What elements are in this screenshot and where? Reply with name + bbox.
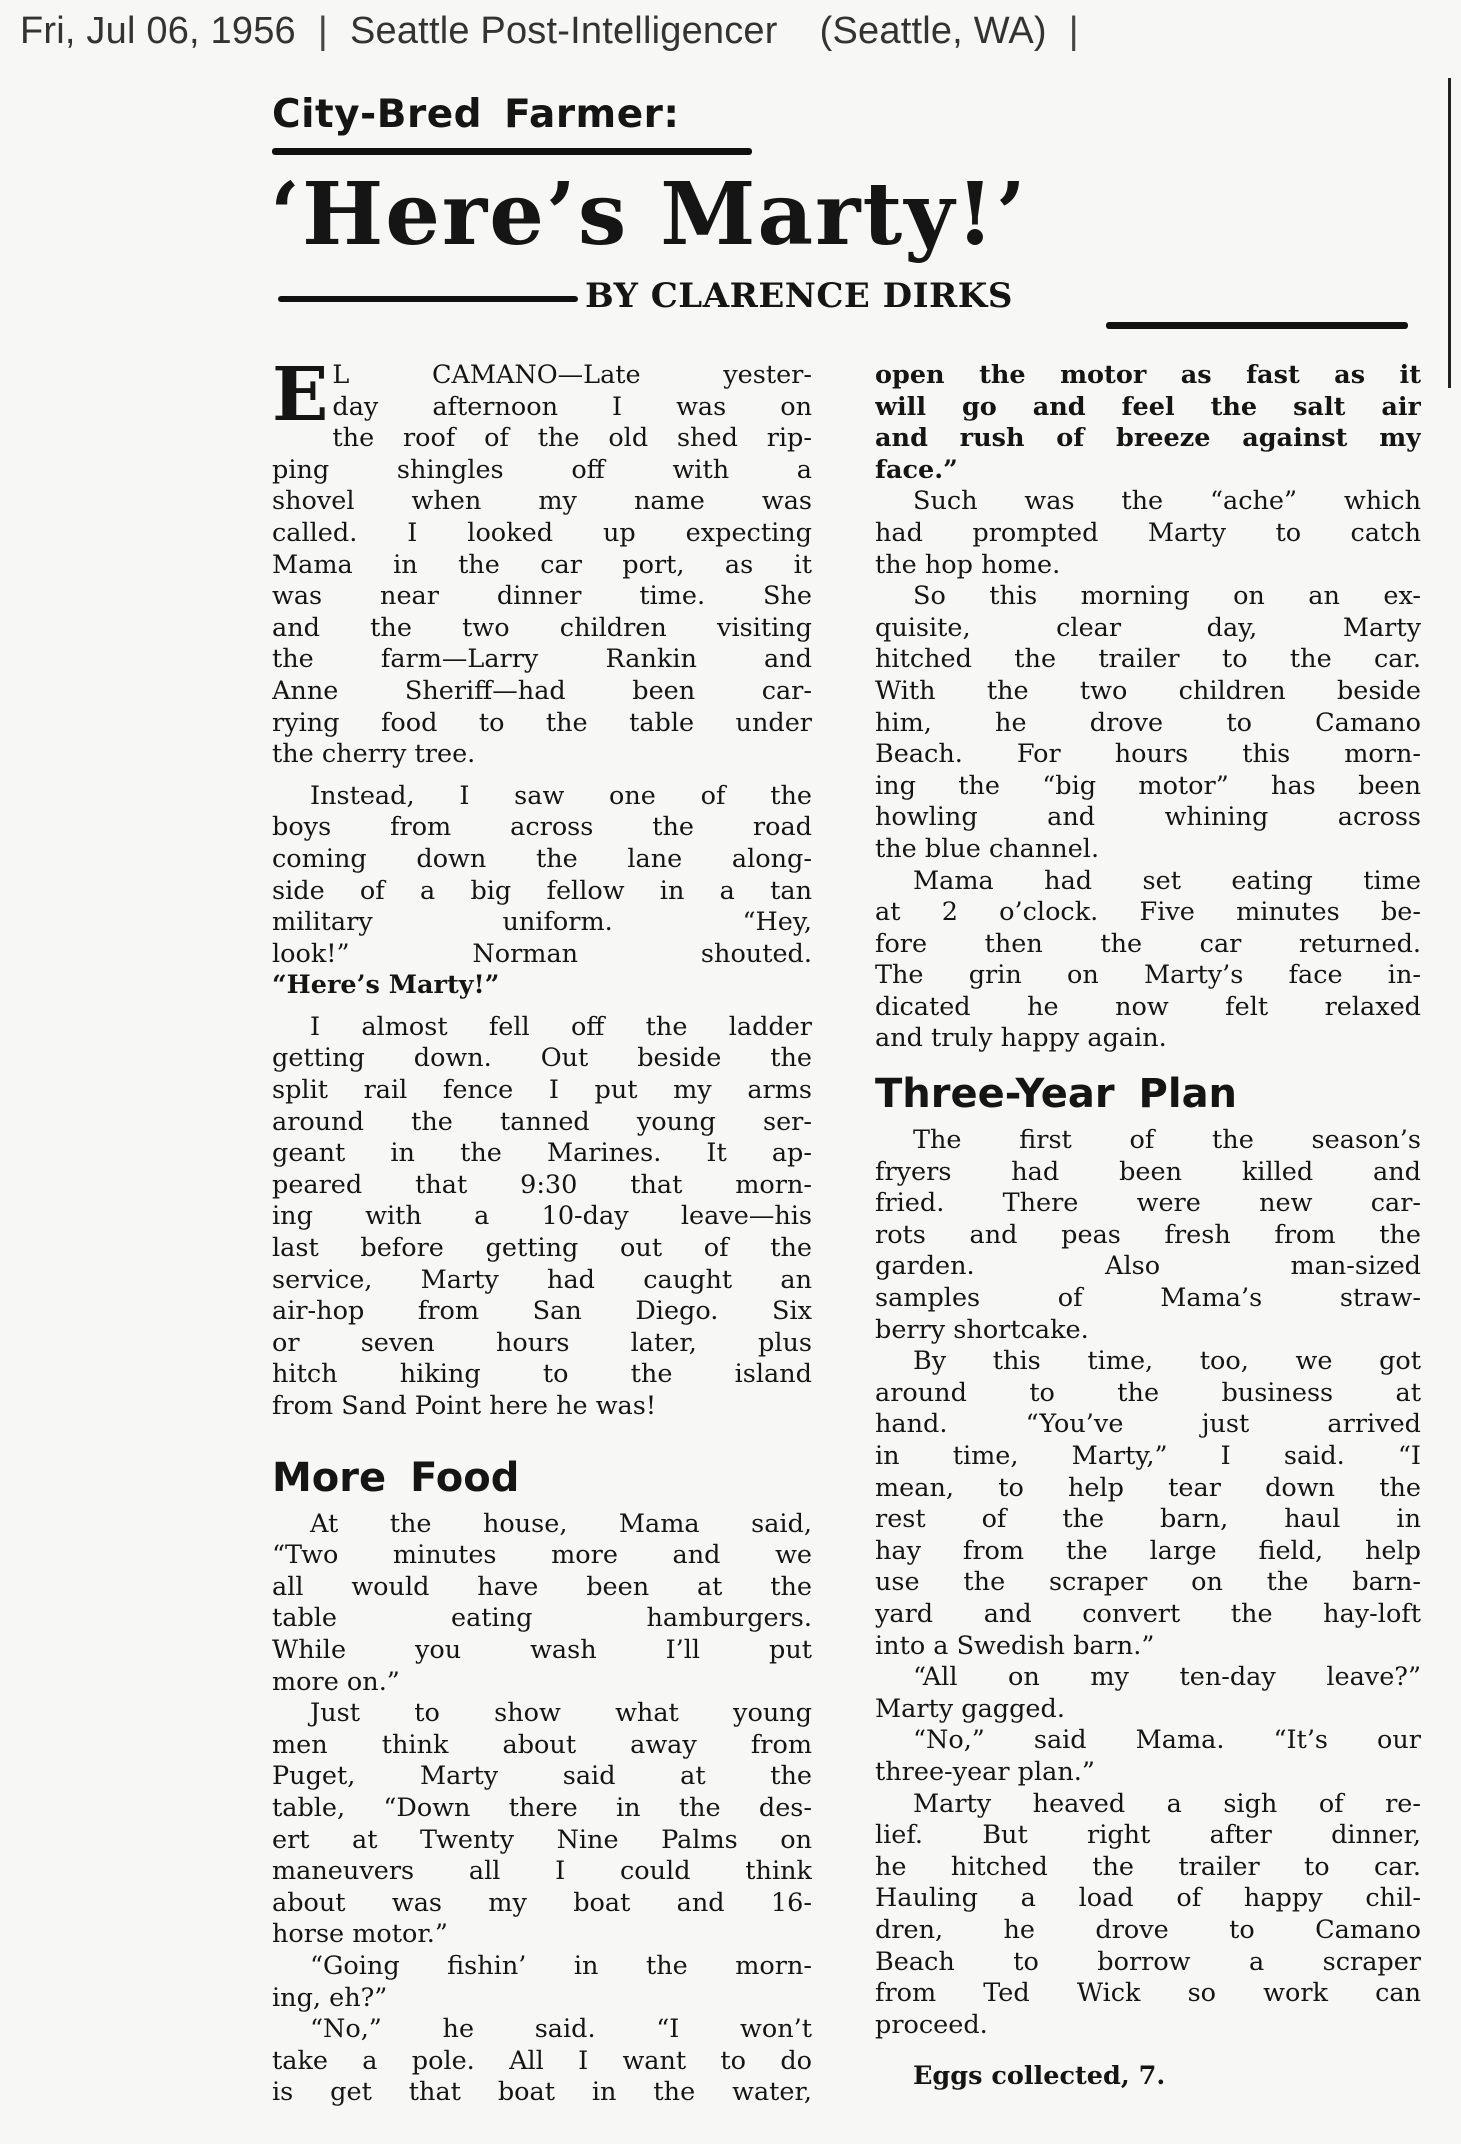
text-line: ing, eh?” [272, 1982, 388, 2013]
text-line: hitched the trailer to the car. [875, 644, 1421, 675]
text-line: men think about away from [272, 1729, 812, 1760]
text-line: is get that boat in the water, [272, 2077, 812, 2108]
text-line: all would have been at the [272, 1571, 812, 1602]
text-line: At the house, Mama said, [310, 1508, 812, 1539]
drop-cap: E [272, 352, 329, 438]
text-line: fore then the car returned. [875, 928, 1421, 959]
text-line: Marty gagged. [875, 1693, 1065, 1724]
text-line: three-year plan.” [875, 1756, 1095, 1787]
text-line: peared that 9:30 that morn- [272, 1169, 812, 1200]
text-line: the hop home. [875, 549, 1061, 580]
text-line: more on.” [272, 1666, 400, 1697]
text-line: or seven hours later, plus [272, 1327, 812, 1358]
left-column-text-2 [272, 1509, 812, 2109]
text-line: “Two minutes more and we [272, 1540, 812, 1571]
text-line: The first of the season’s [913, 1125, 1421, 1156]
subhead-three-year-plan: Three-Year Plan [875, 1071, 1238, 1118]
text-line: hand. “You’ve just arrived [875, 1409, 1421, 1440]
text-line: side of a big fellow in a tan [272, 875, 812, 906]
text-line: hitch hiking to the island [272, 1359, 812, 1390]
text-line: I almost fell off the ladder [310, 1011, 812, 1042]
text-line: Hauling a load of happy chil- [875, 1883, 1421, 1914]
byline-rule-left [278, 296, 578, 302]
text-line: So this morning on an ex- [913, 581, 1421, 612]
publication-name: Seattle Post-Intelligencer [349, 10, 778, 52]
text-line: horse motor.” [272, 1919, 448, 1950]
byline: BY CLARENCE DIRKS [585, 276, 1013, 316]
text-line: ping shingles off with a [272, 454, 812, 485]
text-line: berry shortcake. [875, 1314, 1089, 1345]
text-line: him, he drove to Camano [875, 707, 1421, 738]
text-line: With the two children beside [875, 675, 1421, 706]
article-column-right [875, 360, 1421, 2093]
separator: | [317, 10, 328, 52]
text-line: howling and whining across [875, 802, 1421, 833]
text-line: from Sand Point here he was! [272, 1391, 657, 1421]
column-rule [1448, 78, 1451, 388]
text-line: fried. There were new car- [875, 1188, 1421, 1219]
text-line: ert at Twenty Nine Palms on [272, 1824, 812, 1855]
text-line: he hitched the trailer to car. [875, 1851, 1421, 1882]
text-line: hay from the large field, help [875, 1535, 1421, 1566]
text-line: ing with a 10-day leave—his [272, 1201, 812, 1232]
text-line: military uniform. “Hey, [272, 907, 812, 938]
text-line: air-hop from San Diego. Six [272, 1296, 812, 1327]
text-line: lief. But right after dinner, [875, 1820, 1421, 1851]
subhead-more-food: More Food [272, 1454, 520, 1501]
text-line: around the tanned young ser- [272, 1106, 812, 1137]
text-line: The grin on Marty’s face in- [875, 960, 1421, 991]
right-column-text [875, 360, 1421, 1055]
text-line: quisite, clear day, Marty [875, 612, 1421, 643]
text-line: had prompted Marty to catch [875, 517, 1421, 548]
text-line: the farm—Larry Rankin and [272, 644, 812, 675]
text-line: Mama in the car port, as it [272, 549, 812, 580]
text-line: getting down. Out beside the [272, 1043, 812, 1074]
text-line: yard and convert the hay-loft [875, 1598, 1421, 1629]
separator-end: | [1068, 10, 1079, 52]
signoff: Eggs collected, 7. [913, 2061, 1166, 2092]
text-line: Puget, Marty said at the [272, 1761, 812, 1792]
text-line: around to the business at [875, 1377, 1421, 1408]
text-line: in time, Marty,” I said. “I [875, 1441, 1421, 1471]
text-line: Mama had set eating time [913, 865, 1421, 896]
text-line: called. I looked up expecting [272, 517, 812, 548]
text-line: shovel when my name was [272, 486, 812, 517]
text-line: Just to show what young [310, 1698, 812, 1729]
text-line: mean, to help tear down the [875, 1472, 1421, 1503]
right-column-text-2 [875, 1125, 1421, 2041]
text-line: fryers had been killed and [875, 1156, 1421, 1187]
text-line: While you wash I’ll put [272, 1634, 812, 1665]
text-line: dren, he drove to Camano [875, 1914, 1421, 1945]
text-line: “No,” said Mama. “It’s our [913, 1725, 1421, 1756]
text-line: “No,” he said. “I won’t [310, 2014, 812, 2045]
text-line: face.” [875, 454, 958, 485]
text-line: dicated he now felt relaxed [875, 991, 1421, 1022]
text-line: and rush of breeze against my [875, 423, 1421, 454]
text-line: and the two children visiting [272, 612, 812, 643]
text-line: table eating hamburgers. [272, 1603, 812, 1634]
text-line: the cherry tree. [272, 739, 476, 770]
text-line: ing the “big motor” has been [875, 770, 1421, 801]
text-line: day afternoon I was on [332, 391, 812, 422]
text-line: use the scraper on the barn- [875, 1567, 1421, 1598]
text-line: take a pole. All I want to do [272, 2045, 812, 2076]
article-column-left [272, 352, 812, 2109]
text-line: boys from across the road [272, 812, 812, 843]
text-line: samples of Mama’s straw- [875, 1283, 1421, 1314]
text-line: split rail fence I put my arms [272, 1075, 812, 1106]
text-line: proceed. [875, 2009, 988, 2040]
text-line: garden. Also man-sized [875, 1251, 1421, 1282]
text-line: Anne Sheriff—had been car- [272, 675, 812, 706]
text-line: the blue channel. [875, 833, 1100, 864]
text-line: service, Marty had caught an [272, 1264, 812, 1295]
text-line: rying food to the table under [272, 707, 812, 738]
left-column-text [272, 352, 812, 1453]
text-line: Beach. For hours this morn- [875, 739, 1421, 770]
text-line: will go and feel the salt air [875, 391, 1421, 422]
kicker-rule [272, 148, 752, 155]
text-line: and truly happy again. [875, 1023, 1167, 1054]
text-line: “Here’s Marty!” [272, 970, 500, 1001]
text-line: coming down the lane along- [272, 843, 812, 874]
text-line: Marty heaved a sigh of re- [913, 1788, 1421, 1819]
text-line: look!” Norman shouted. [272, 938, 812, 969]
text-line: geant in the Marines. It ap- [272, 1138, 812, 1169]
text-line: “All on my ten-day leave?” [913, 1662, 1421, 1693]
headline: ‘Here’s Marty!’ [270, 164, 1028, 265]
source-header [20, 10, 1101, 60]
text-line: table, “Down there in the des- [272, 1792, 812, 1823]
text-line: the roof of the old shed rip- [332, 423, 812, 454]
text-line: from Ted Wick so work can [875, 1978, 1421, 2009]
text-line: rest of the barn, haul in [875, 1504, 1421, 1535]
kicker-heading: City-Bred Farmer: [272, 92, 680, 137]
text-line: Beach to borrow a scraper [875, 1946, 1421, 1977]
publication-date: Fri, Jul 06, 1956 [20, 10, 296, 52]
text-line: last before getting out of the [272, 1233, 812, 1264]
text-line: L CAMANO—Late yester- [332, 360, 812, 390]
text-line: open the motor as fast as it [875, 360, 1421, 390]
byline-rule-right [1106, 322, 1408, 329]
text-line: By this time, too, we got [913, 1346, 1421, 1377]
text-line: at 2 o’clock. Five minutes be- [875, 897, 1421, 928]
text-line: Such was the “ache” which [913, 486, 1421, 517]
text-line: was near dinner time. She [272, 581, 812, 612]
text-line: maneuvers all I could think [272, 1856, 812, 1887]
text-line: “Going fishin’ in the morn- [310, 1950, 812, 1981]
text-line: about was my boat and 16- [272, 1887, 812, 1918]
text-line: rots and peas fresh from the [875, 1219, 1421, 1250]
publication-location: (Seattle, WA) [819, 10, 1047, 52]
text-line: Instead, I saw one of the [310, 780, 812, 811]
text-line: into a Swedish barn.” [875, 1630, 1155, 1661]
